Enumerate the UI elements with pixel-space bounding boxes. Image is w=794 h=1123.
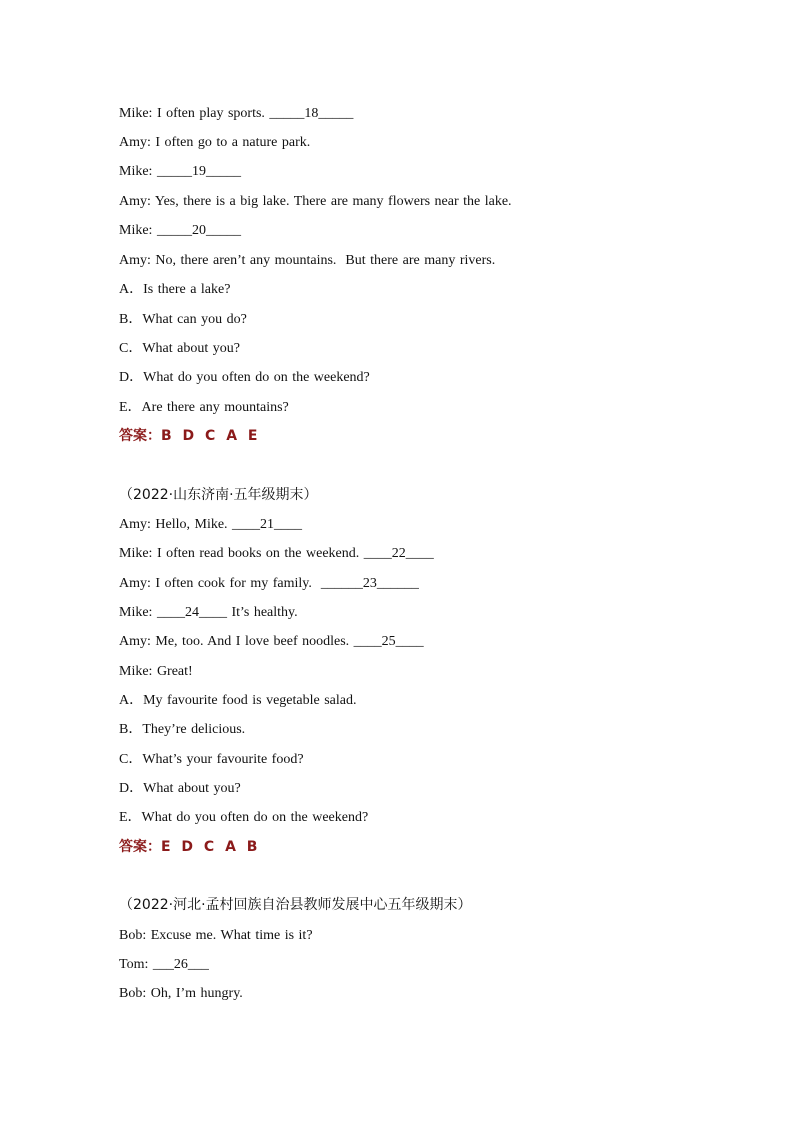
dialogue-line: Amy: I often go to a nature park. — [119, 135, 311, 150]
dialogue-line: Amy: Me, too. And I love beef noodles. ____25____ — [119, 634, 424, 649]
option-e: E．What do you often do on the weekend? — [119, 810, 369, 825]
option-c: C．What’s your favourite food? — [119, 752, 304, 767]
dialogue-line: Mike: _____20_____ — [119, 223, 241, 238]
dialogue-line: Mike: I often play sports. _____18_____ — [119, 106, 354, 121]
dialogue-line: Tom: ___26___ — [119, 957, 209, 972]
answer-key: 答案：B D C A E — [119, 428, 258, 444]
dialogue-line: Amy: Hello, Mike. ____21____ — [119, 517, 303, 532]
option-a: A．Is there a lake? — [119, 282, 231, 297]
dialogue-line: Bob: Excuse me. What time is it? — [119, 928, 313, 943]
option-d: D．What do you often do on the weekend? — [119, 370, 370, 385]
option-c: C．What about you? — [119, 341, 240, 356]
option-d: D．What about you? — [119, 781, 241, 796]
option-a: A．My favourite food is vegetable salad. — [119, 693, 357, 708]
option-e: E．Are there any mountains? — [119, 400, 289, 415]
dialogue-line: Amy: I often cook for my family. ______23______ — [119, 576, 419, 591]
answer-key: 答案：E D C A B — [119, 839, 258, 855]
dialogue-line: Bob: Oh, I’m hungry. — [119, 986, 243, 1001]
option-b: B．What can you do? — [119, 312, 247, 327]
dialogue-line: Mike: Great! — [119, 664, 193, 679]
question-source: （2022·河北·孟村回族自治县教师发展中心五年级期末） — [119, 897, 472, 913]
dialogue-line: Mike: _____19_____ — [119, 164, 241, 179]
option-b: B．They’re delicious. — [119, 722, 246, 737]
dialogue-line: Amy: No, there aren’t any mountains. But there are many rivers. — [119, 253, 496, 268]
question-source: （2022·山东济南·五年级期末） — [119, 487, 318, 503]
dialogue-line: Mike: I often read books on the weekend. ____22____ — [119, 546, 434, 561]
dialogue-line: Amy: Yes, there is a big lake. There are many flowers near the lake. — [119, 194, 512, 209]
dialogue-line: Mike: ____24____ It’s healthy. — [119, 605, 298, 620]
